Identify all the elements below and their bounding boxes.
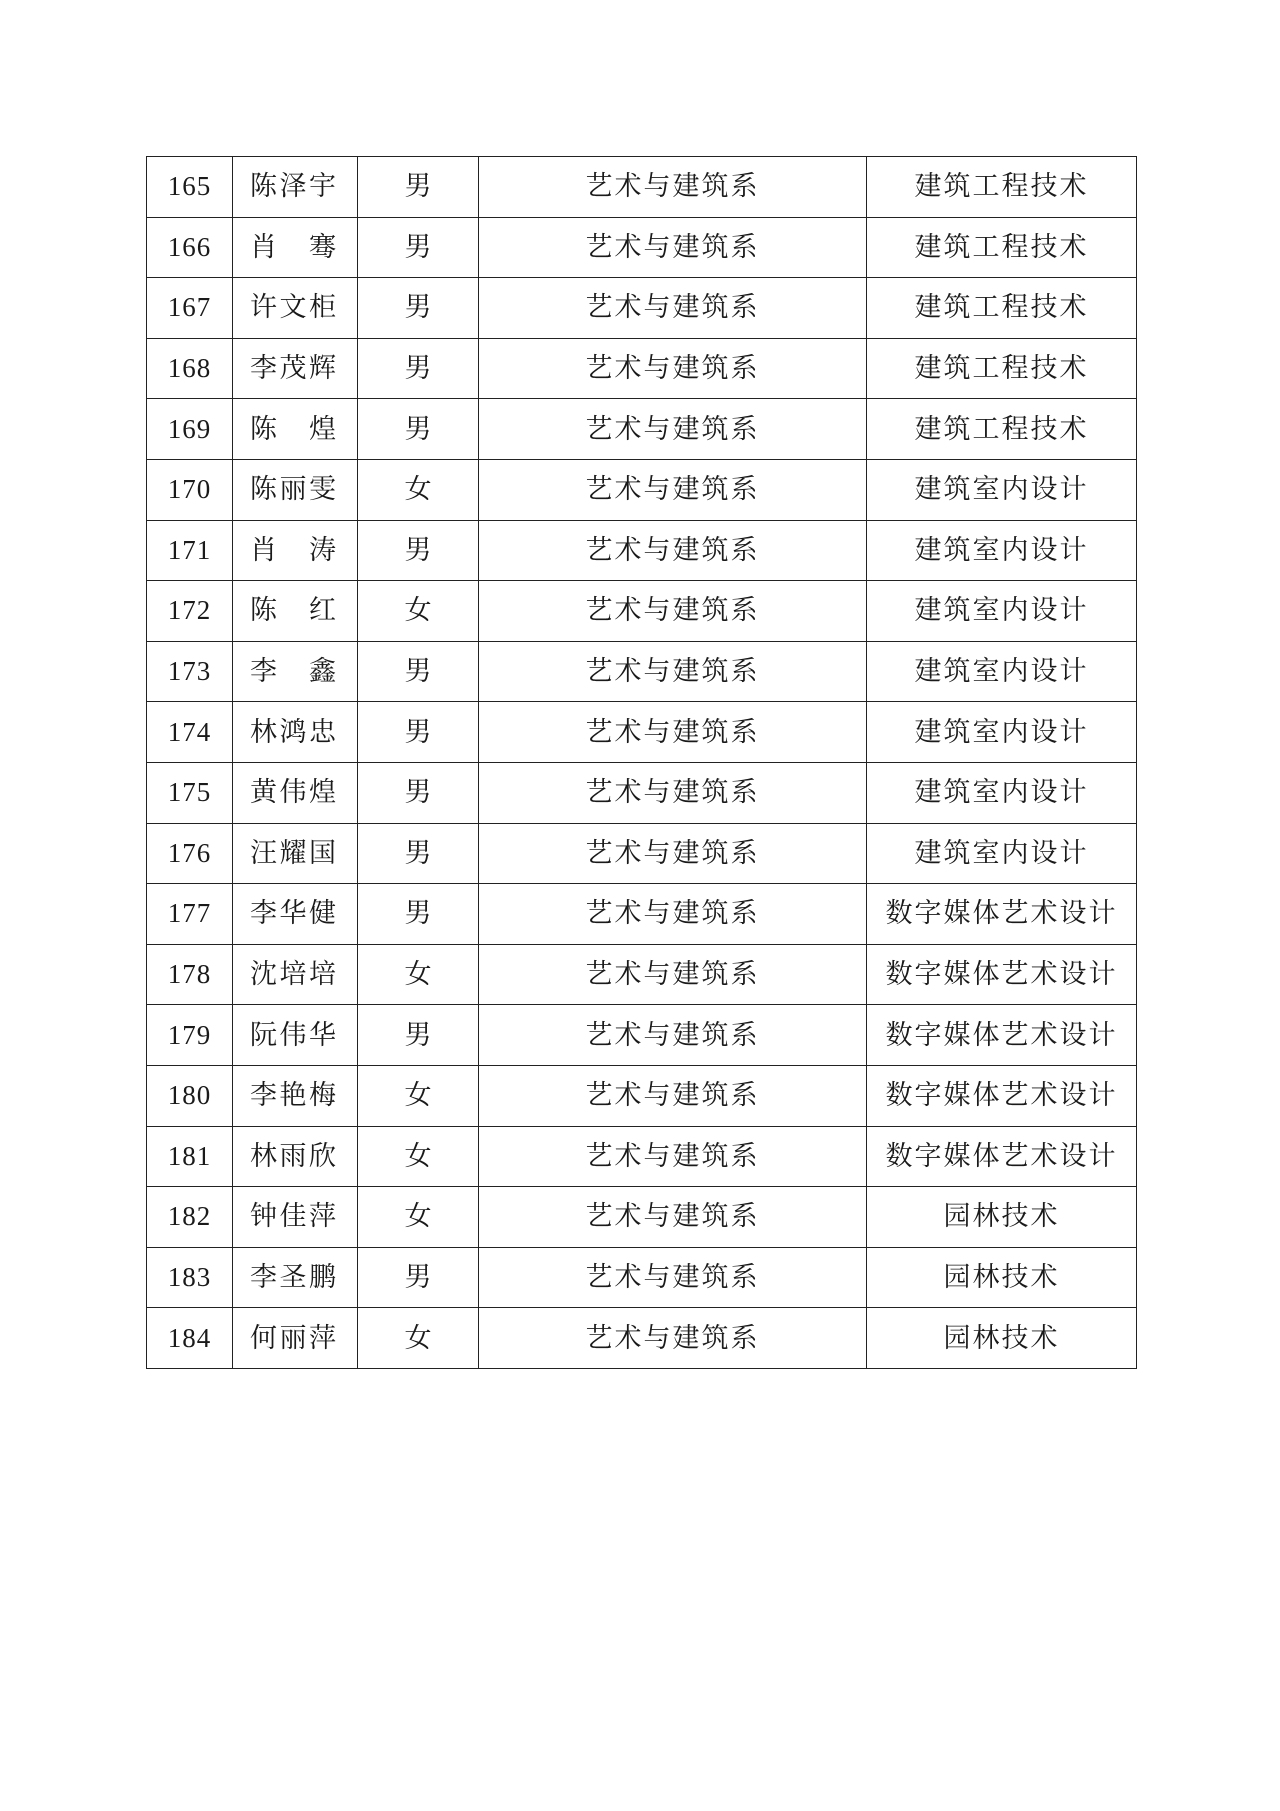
gender-cell: 男 — [358, 520, 479, 581]
student-roster-table — [146, 156, 1137, 1369]
row-number-cell: 173 — [147, 641, 233, 702]
major-cell: 数字媒体艺术设计 — [867, 884, 1137, 945]
table-row — [147, 823, 1137, 884]
gender-cell: 女 — [358, 459, 479, 520]
gender-cell: 男 — [358, 884, 479, 945]
department-cell: 艺术与建筑系 — [479, 459, 867, 520]
gender-cell: 女 — [358, 581, 479, 642]
table-row — [147, 762, 1137, 823]
gender-cell: 男 — [358, 1247, 479, 1308]
table-row — [147, 399, 1137, 460]
row-number-cell: 170 — [147, 459, 233, 520]
student-name: 陈丽雯 — [250, 474, 338, 506]
major-cell: 建筑室内设计 — [867, 459, 1137, 520]
major-cell: 数字媒体艺术设计 — [867, 1005, 1137, 1066]
table-row — [147, 520, 1137, 581]
gender-cell: 男 — [358, 399, 479, 460]
major-cell: 建筑室内设计 — [867, 823, 1137, 884]
student-name-cell — [233, 641, 358, 702]
student-name-cell — [233, 217, 358, 278]
row-number-cell: 183 — [147, 1247, 233, 1308]
student-name: 陈红 — [250, 595, 338, 627]
student-name-cell — [233, 762, 358, 823]
department-cell: 艺术与建筑系 — [479, 762, 867, 823]
student-name: 李华健 — [250, 898, 338, 930]
gender-cell: 男 — [358, 278, 479, 339]
table-row — [147, 1065, 1137, 1126]
gender-cell: 女 — [358, 1187, 479, 1248]
major-cell: 数字媒体艺术设计 — [867, 1126, 1137, 1187]
student-name: 陈煌 — [250, 413, 338, 445]
student-name-cell — [233, 520, 358, 581]
major-cell: 园林技术 — [867, 1247, 1137, 1308]
department-cell: 艺术与建筑系 — [479, 1126, 867, 1187]
gender-cell: 女 — [358, 1065, 479, 1126]
row-number-cell: 179 — [147, 1005, 233, 1066]
table-row — [147, 702, 1137, 763]
row-number-cell: 165 — [147, 157, 233, 218]
department-cell: 艺术与建筑系 — [479, 1308, 867, 1369]
major-cell: 建筑工程技术 — [867, 278, 1137, 339]
major-cell: 数字媒体艺术设计 — [867, 1065, 1137, 1126]
gender-cell: 男 — [358, 702, 479, 763]
row-number-cell: 174 — [147, 702, 233, 763]
student-name: 李艳梅 — [250, 1080, 338, 1112]
gender-cell: 男 — [358, 157, 479, 218]
major-cell: 建筑室内设计 — [867, 702, 1137, 763]
student-name-cell — [233, 1187, 358, 1248]
row-number-cell: 178 — [147, 944, 233, 1005]
student-name: 沈培培 — [250, 959, 338, 991]
row-number-cell: 171 — [147, 520, 233, 581]
major-cell: 建筑室内设计 — [867, 641, 1137, 702]
student-name-cell — [233, 1005, 358, 1066]
table-row — [147, 1126, 1137, 1187]
gender-cell: 男 — [358, 823, 479, 884]
student-name: 何丽萍 — [250, 1322, 338, 1354]
student-name: 李圣鹏 — [250, 1261, 338, 1293]
table-row — [147, 459, 1137, 520]
department-cell: 艺术与建筑系 — [479, 702, 867, 763]
roster-table-body — [147, 157, 1137, 1369]
student-name: 林鸿忠 — [250, 716, 338, 748]
student-name-cell — [233, 581, 358, 642]
department-cell: 艺术与建筑系 — [479, 823, 867, 884]
row-number-cell: 181 — [147, 1126, 233, 1187]
department-cell: 艺术与建筑系 — [479, 944, 867, 1005]
gender-cell: 男 — [358, 1005, 479, 1066]
student-name-cell — [233, 823, 358, 884]
major-cell: 建筑工程技术 — [867, 157, 1137, 218]
row-number-cell: 169 — [147, 399, 233, 460]
department-cell: 艺术与建筑系 — [479, 884, 867, 945]
department-cell: 艺术与建筑系 — [479, 520, 867, 581]
table-row — [147, 944, 1137, 1005]
student-name: 汪耀国 — [250, 837, 338, 869]
department-cell: 艺术与建筑系 — [479, 581, 867, 642]
major-cell: 建筑工程技术 — [867, 399, 1137, 460]
student-name: 钟佳萍 — [250, 1201, 338, 1233]
student-name: 李鑫 — [250, 656, 338, 688]
table-row — [147, 1308, 1137, 1369]
major-cell: 园林技术 — [867, 1187, 1137, 1248]
row-number-cell: 168 — [147, 338, 233, 399]
table-row — [147, 217, 1137, 278]
gender-cell: 男 — [358, 641, 479, 702]
table-row — [147, 1247, 1137, 1308]
student-name: 陈泽宇 — [250, 171, 338, 203]
gender-cell: 女 — [358, 1308, 479, 1369]
row-number-cell: 172 — [147, 581, 233, 642]
table-row — [147, 157, 1137, 218]
major-cell: 数字媒体艺术设计 — [867, 944, 1137, 1005]
student-name: 肖骞 — [250, 231, 338, 263]
student-name: 李茂辉 — [250, 353, 338, 385]
student-name-cell — [233, 1247, 358, 1308]
department-cell: 艺术与建筑系 — [479, 641, 867, 702]
table-row — [147, 1187, 1137, 1248]
student-name-cell — [233, 1065, 358, 1126]
student-name-cell — [233, 399, 358, 460]
student-name-cell — [233, 278, 358, 339]
department-cell: 艺术与建筑系 — [479, 1247, 867, 1308]
major-cell: 园林技术 — [867, 1308, 1137, 1369]
student-name-cell — [233, 1308, 358, 1369]
row-number-cell: 175 — [147, 762, 233, 823]
department-cell: 艺术与建筑系 — [479, 217, 867, 278]
row-number-cell: 166 — [147, 217, 233, 278]
student-name-cell — [233, 338, 358, 399]
table-row — [147, 278, 1137, 339]
student-name-cell — [233, 157, 358, 218]
department-cell: 艺术与建筑系 — [479, 1187, 867, 1248]
student-name: 林雨欣 — [250, 1140, 338, 1172]
department-cell: 艺术与建筑系 — [479, 1005, 867, 1066]
department-cell: 艺术与建筑系 — [479, 157, 867, 218]
student-name-cell — [233, 944, 358, 1005]
student-name: 肖涛 — [250, 534, 338, 566]
student-name: 阮伟华 — [250, 1019, 338, 1051]
gender-cell: 男 — [358, 217, 479, 278]
student-name-cell — [233, 459, 358, 520]
row-number-cell: 177 — [147, 884, 233, 945]
student-name-cell — [233, 702, 358, 763]
table-row — [147, 581, 1137, 642]
major-cell: 建筑室内设计 — [867, 581, 1137, 642]
department-cell: 艺术与建筑系 — [479, 399, 867, 460]
student-name: 黄伟煌 — [250, 777, 338, 809]
gender-cell: 女 — [358, 944, 479, 1005]
row-number-cell: 184 — [147, 1308, 233, 1369]
row-number-cell: 167 — [147, 278, 233, 339]
row-number-cell: 180 — [147, 1065, 233, 1126]
table-row — [147, 884, 1137, 945]
row-number-cell: 182 — [147, 1187, 233, 1248]
gender-cell: 女 — [358, 1126, 479, 1187]
gender-cell: 男 — [358, 762, 479, 823]
department-cell: 艺术与建筑系 — [479, 338, 867, 399]
department-cell: 艺术与建筑系 — [479, 278, 867, 339]
major-cell: 建筑室内设计 — [867, 762, 1137, 823]
table-row — [147, 1005, 1137, 1066]
major-cell: 建筑工程技术 — [867, 338, 1137, 399]
major-cell: 建筑工程技术 — [867, 217, 1137, 278]
table-row — [147, 641, 1137, 702]
table-row — [147, 338, 1137, 399]
department-cell: 艺术与建筑系 — [479, 1065, 867, 1126]
gender-cell: 男 — [358, 338, 479, 399]
student-name: 许文柜 — [250, 292, 338, 324]
row-number-cell: 176 — [147, 823, 233, 884]
student-name-cell — [233, 884, 358, 945]
major-cell: 建筑室内设计 — [867, 520, 1137, 581]
student-name-cell — [233, 1126, 358, 1187]
